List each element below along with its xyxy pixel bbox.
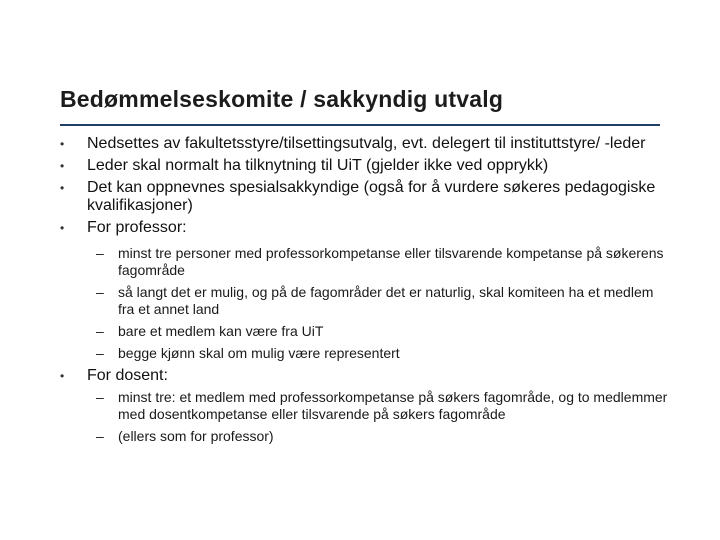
dash-glyph: – xyxy=(96,428,104,444)
slide-title: Bedømmelseskomite / sakkyndig utvalg xyxy=(60,86,504,112)
sub-item xyxy=(60,284,670,318)
sub-item-text: minst tre personer med professorkompetanse eller tilsvarende kompetanse på søkerens fagområde xyxy=(118,245,664,278)
bullet-glyph: • xyxy=(60,159,65,173)
dash-glyph: – xyxy=(96,284,104,300)
sub-item xyxy=(60,245,670,279)
bullet-text: Det kan oppnevnes spesialsakkyndige (også for å vurdere søkeres pedagogiske kvalifikasjoner) xyxy=(87,179,656,214)
sub-item-text: minst tre: et medlem med professorkompetanse på søkers fagområde, og to medlemmer med dosentkompetanse eller tilsvarende på søkers fagområde xyxy=(118,389,668,422)
sub-item xyxy=(60,389,670,423)
bullet-text: Nedsettes av fakultetsstyre/tilsettingsutvalg, evt. delegert til instituttstyre/ -leder xyxy=(87,135,646,152)
bullet-text: For dosent: xyxy=(87,367,168,384)
sub-item-text: så langt det er mulig, og på de fagområder det er naturlig, skal komiteen ha et medlem fra et annet land xyxy=(118,284,654,317)
bullet-item xyxy=(60,135,670,153)
sub-list-dosent xyxy=(60,389,670,445)
bullet-glyph: • xyxy=(60,137,65,151)
bullet-item xyxy=(60,179,670,215)
bullet-text: Leder skal normalt ha tilknytning til UiT (gjelder ikke ved opprykk) xyxy=(87,157,549,174)
sub-item-text: bare et medlem kan være fra UiT xyxy=(118,323,324,339)
sub-item xyxy=(60,323,670,340)
title-divider xyxy=(60,124,660,126)
dash-glyph: – xyxy=(96,345,104,361)
sub-list-professor xyxy=(60,245,670,362)
bullet-glyph: • xyxy=(60,221,65,235)
sub-item xyxy=(60,345,670,362)
dash-glyph: – xyxy=(96,389,104,405)
bullet-item xyxy=(60,219,670,237)
sub-item-text: (ellers som for professor) xyxy=(118,428,274,444)
bullet-item xyxy=(60,157,670,175)
bullet-list xyxy=(60,135,670,450)
sub-item xyxy=(60,428,670,445)
bullet-glyph: • xyxy=(60,369,65,383)
dash-glyph: – xyxy=(96,323,104,339)
dash-glyph: – xyxy=(96,245,104,261)
sub-item-text: begge kjønn skal om mulig være representert xyxy=(118,345,400,361)
bullet-glyph: • xyxy=(60,181,65,195)
bullet-text: For professor: xyxy=(87,219,187,236)
bullet-item xyxy=(60,367,670,385)
